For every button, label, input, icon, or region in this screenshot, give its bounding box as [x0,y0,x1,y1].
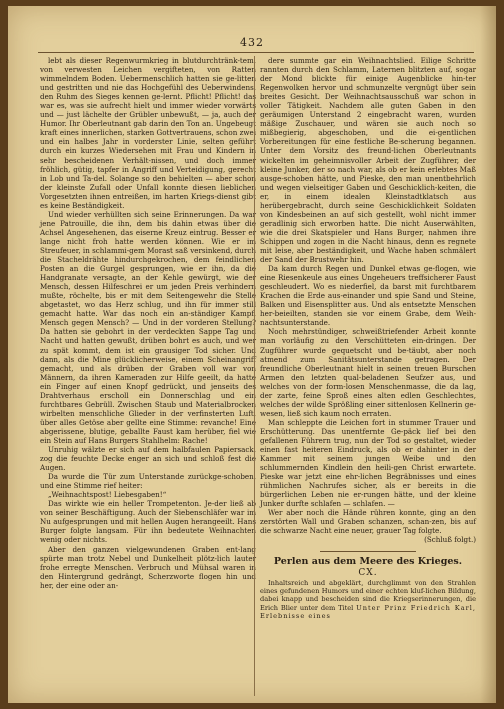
paragraph: Da kam durch Regen und Dunkel etwas ge-flogen, wie eine Riesenkeule aus eines Ungeheuers treffsicherer Faust geschleudert. Wo es niederfiel, da barst mit furchtbarem Krachen die Erde aus-einander und spie Sand und Steine, Balken und Eisensplitter aus. Und als entsetzte Menschen her-beieilten, standen sie vor einem Grabe, dem Weih-nachtsunterstande. [260,264,476,328]
section-separator [320,551,416,552]
paragraph: Das wirkte wie ein heller Trompetenton. Je-der ließ ab von seiner Beschäftigung. Auch der Siebenschläfer war im Nu aufgesprungen und mit hellen Augen herangeeilt. Hans Burger folgte langsam. Für ihn bedeutete Weihnachten wenig oder nichts. [40,499,256,545]
page-number: 432 [240,36,264,49]
left-column [40,56,256,590]
paragraph: Aber den ganzen vielgewundenen Graben ent-lang spürte man trotz Nebel und Dunkelheit plötz-lich lauter frohe erregte Menschen. Verbruch und Mühsal waren in den Hintergrund gedrängt, Scherzworte flogen hin und her, der eine oder an- [40,544,256,590]
paragraph: lebt als dieser Regenwurmkrieg in blutdurchtränk-tem, von verwesten Leichen vergifteten, von Ratten wimmelndem Boden. Uebermenschlich hatten sie ge-litten und gestritten und nie das Hochgefühl des Ueberwindens, den Ruhm des Sieges kennen ge-lernt. Pflicht! Pflicht! das war es, was sie aufrecht hielt und immer wieder vorwärts und — just lächelte der Grübler unbewußt, — ja, auch der Humor. Ihr Oberleutnant gab darin den Ton an. Ungebeugt kraft eines innerlichen, starken Gottvertrauens, schon zwei und ein halbes Jahr in vorderster Linie, selten geführt durch ein kurzes Wiedersehen mit Frau und Kindern in sehr bescheidenen Verhält-nissen, und doch immer fröhlich, gütig, tapfer in Angriff und Verteidigung, gerecht in Lob und Ta-del. Solange so den behielten — aber schon der kleinste Zufall oder Unfall konnte diesen lieblichen Vorgesetzten ihnen entreißen, im harten Kriegs-dienst gibt es keine Beständigkeit. [40,56,256,210]
header-rule [38,52,474,53]
to-be-continued: (Schluß folgt.) [424,535,476,545]
column-divider [254,56,255,696]
paragraph: Noch mehrstündiger, schweißtriefender Arbeit konnte man vorläufig zu den Verschütteten ein-dringen. Der Zugführer wurde gequetscht und be-täubt, aber noch atmend zum Sanitätsunterstande getragen. Der freundliche Oberleutnant hielt in seinen treuen Burschen Armen den letzten qual-beladenen Seufzer aus, und welches von der form-losen Menschenmasse, die da lag, der zarte, feine Sproß eines alten edlen Geschlechtes, welches der wilde Sprößling einer sittenlosen Kellnerin ge-wesen, ließ sich kaum noch erraten. [260,327,476,418]
section-intro [260,579,476,621]
paragraph: Wer aber noch die Hände rühren konnte, ging an den zerstörten Wall und Graben schanzen, schan-zen, bis auf die schwarze Nacht eine neuer, grauer Tag folgte. [260,508,476,536]
paragraph: Unruhig wälzte er sich auf dem halbfaulen Papiersack, zog die feuchte Decke enger an sich und schloß fest die Augen. [40,445,256,473]
paragraph: Man schleppte die Leichen fort in stummer Trauer und Erschütterung. Das unentfernte Ge-päck lief bei den gefallenen Führern trug, nun der Tod so gestaltet, wieder einen fast heiteren Eindruck, als ob er dahinter in der Kammer mit seinem jungen Weibe und den schlummernden Kindlein den heili-gen Christ erwartete. Pieske war jetzt eine ehr-lichen Begräbnisses und eines rühmlichen Nachrufes sicher, als er bereits in die bürgerlichen Leben nie er-rungen hätte, und der kleine Junker durfte schlafen — schlafen. — [260,417,476,509]
paragraph: „Weihnachtspost! Liebesgaben!“ [48,490,167,500]
paragraph: Da wurde die Tür zum Unterstande zurückge-schoben, und eine Stimme rief heiter: [40,472,256,491]
book-page [8,6,496,703]
paragraph: dere summte gar ein Weihnachtslied. Eilige Schritte rannten durch den Schlamm, Laternen blitzten auf, sogar der Mond blickte für einige Augenblicke hin-ter Regenwolken hervor und schmunzelte vergnügt über sein breites Gesicht. Der Weihnachtsausschuß war schon in voller Tätigkeit. Nachdem alle guten Gaben in den geräumigen Unterstand 2 eingebracht waren, wurden mäßige Zuschauer, und wären sie auch noch so mißbegierig, abgeschoben, und die ei-gentlichen Vorbereitungen für eine festliche Be-scherung begannen. Unter dem Vorsitz des freund-lichen Oberleutnants wickelten im geheimnisvoller Arbeit der Zugführer, der kleine Junker, der so nach war, als ob er kein erlebtes Maß ausge-schoben hätte, und Pieske, den man unentbehrlich und wegen vielseitiger Gaben und Geschicklich-keiten, die er, in einem idealen Kleinstadtklatsch aus herübergebracht, durch seine Geschicklichkeit Soldaten von Kindesbeinen an auf sich gestellt, wohl nicht immer geradlinig sich erworben hatte. Die nicht Auserwählten, wie die drei Skatspieler und Hans Burger, nahmen ihre Schippen und zogen in die Nacht hinaus, denn es regnete mit leise, aber beständigkeit, und Wache haben schmälert der Sand der Brustwehr hin. [260,56,476,265]
right-column [260,56,476,621]
paragraph: Und wieder verhüllten sich seine Erinnerungen. Da war jene Patrouille, die ihn, dem bis dahin etwas über die Achsel Angesehenen, das eiserne Kreuz eintrug. Besser er lange nicht froh hatte werden können. Wie er im Streufeuer, in schlammi-gem Morast saß versinkend, durch die Stacheldrähte hindurchgekrochen, dem feindlichen Posten an die Gurgel gesprungen, wie er ihn, da die Handgranate versagte, an der Kehle gewürgt, wie der Mensch, dessen Hilfeschrei er um jeden Preis verhindern mußte, röchelte, bis er mit dem Seitengewehr die Stelle abgetastet, wo das Herz schlug, und ihn für immer still gemacht hatte. War das noch ein an-ständiger Kampf, Mensch gegen Mensch? — Und in der vorderen Stellung? Da hatten sie gebohrt in der verdeckten Sappe Tag und Nacht und hatten gewußt, drüben bohrt es auch, und wer zu spät kommt, dem ist ein grausiger Tod sicher. Und dann, als die Mine glücklicherweise, einem Scheinangriff gemacht, und als drüben der Graben voll war von Männern, da ihren Kameraden zur Hilfe geeilt, da hatte ein Finger auf einen Knopf gedrückt, und jenseits des Drahtverhaus erscholl ein Donnerschlag und ein furchtbares Gebrüll. Zwischen Staub und Materialbrocken wirbelten menschliche Glieder in der verfinsterten Luft, über alles Getöse aber gellte eine Stimme: revanche! Eine abgerissene, blutige, geballte Faust kam herüber, fiel wie ein Stein auf Hans Burgers Stahlhelm: Rache! [40,209,256,445]
section-number: CX. [358,567,378,578]
book-title: Unter Prinz Friedrich Karl, Erlebnisse eines [260,603,476,621]
section-intro-text: Inhaltsreich und abgeklärt, durchglimmt von den Strahlen eines gefundenen Humors und einer echten kluf-lichen Bildung, dabei knapp und bescheiden sind die Kriegserinnerungen, die Erich Blier unter dem Titel [260,578,476,612]
section-title: Perlen aus dem Meere des Krieges. [273,555,463,567]
